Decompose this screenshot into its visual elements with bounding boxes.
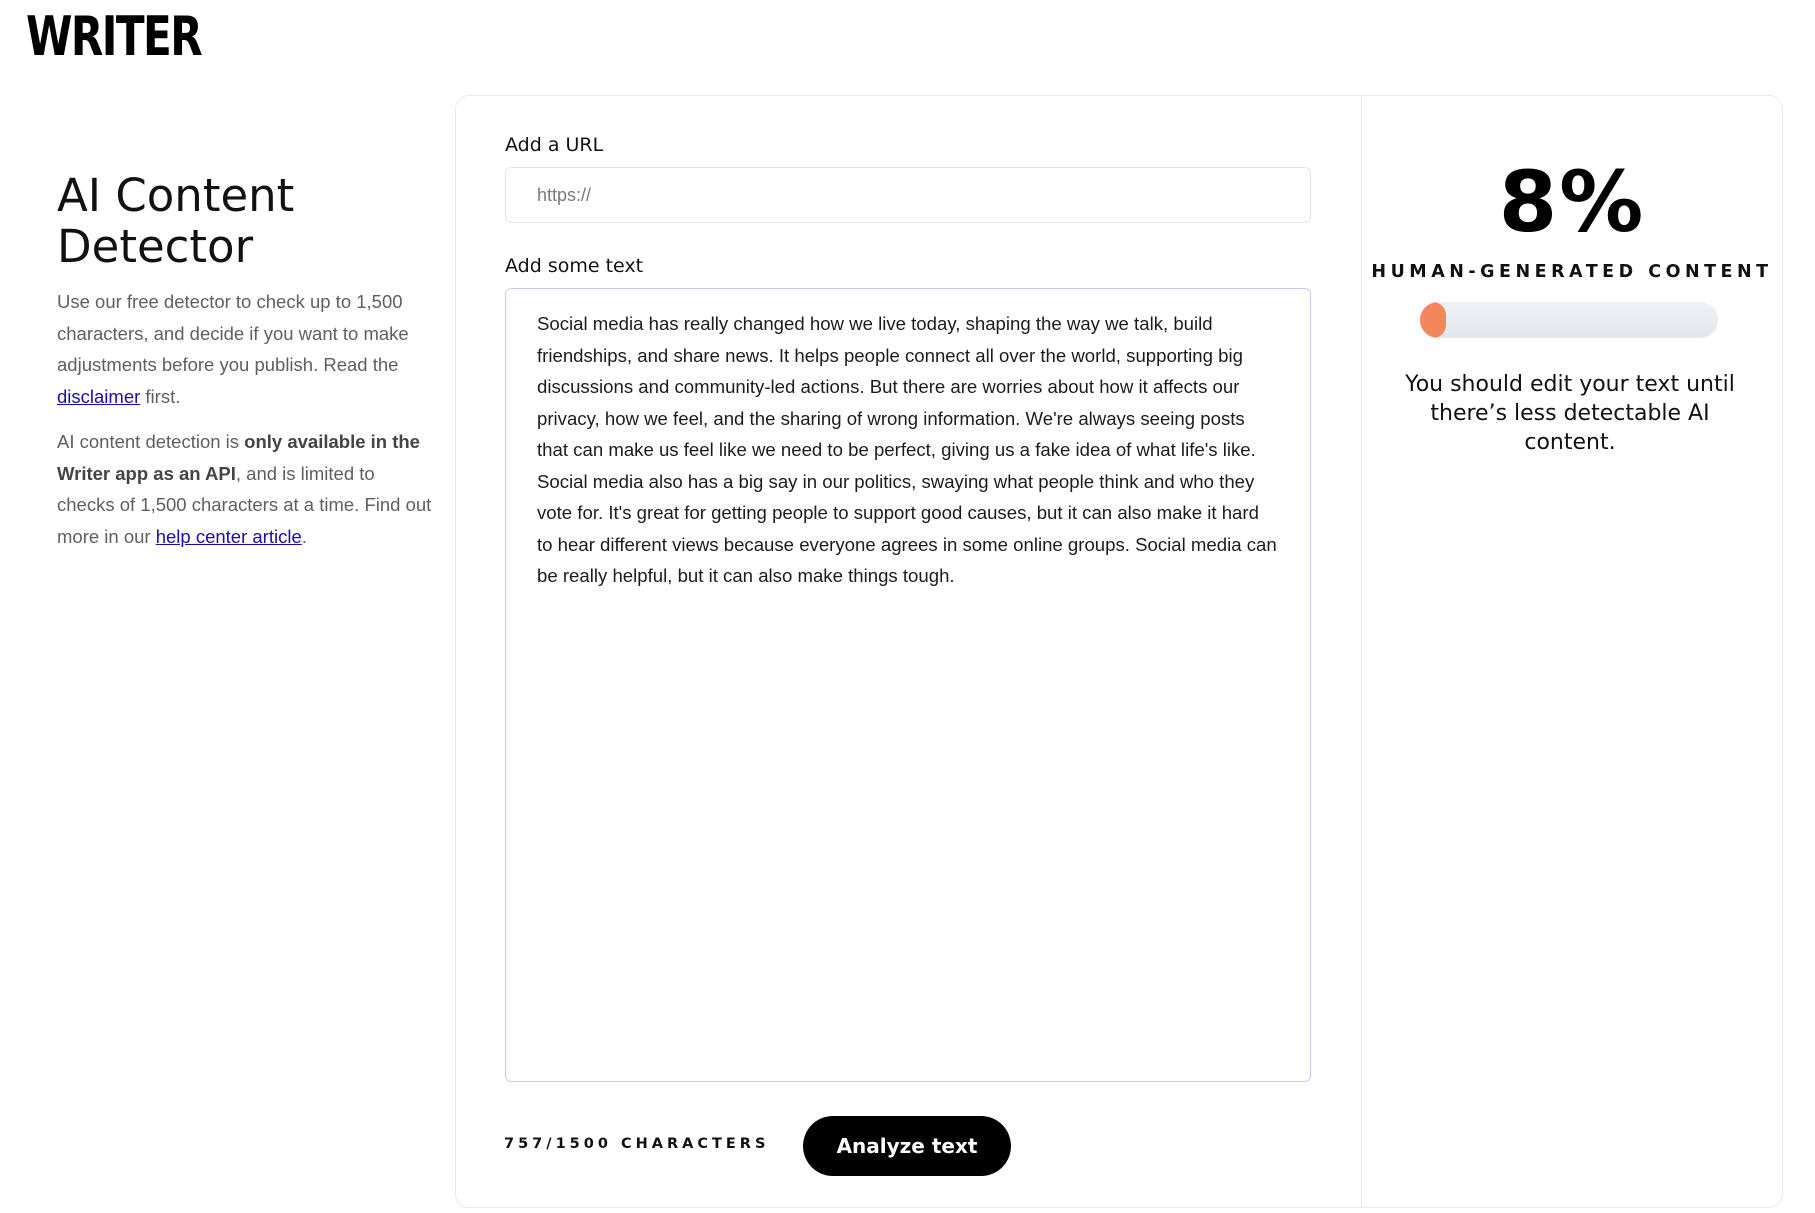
url-label: Add a URL	[505, 134, 604, 156]
intro-usage-text: Use our free detector to check up to 1,500 characters, and decide if you want to make adjustments before you publish. Read the	[57, 291, 409, 375]
intro-section	[57, 170, 432, 566]
intro-availability-bold: only available in the Writer app as an API	[57, 431, 420, 484]
page-title: AI Content Detector	[57, 169, 295, 273]
url-input[interactable]	[505, 167, 1311, 223]
result-message: You should edit your text until there’s less detectable AI content.	[1405, 372, 1735, 455]
intro-availability-suffix: .	[301, 525, 307, 547]
intro-availability-prefix: AI content detection is	[57, 431, 245, 452]
result-label: HUMAN-GENERATED CONTENT	[1371, 262, 1773, 282]
human-content-progress-bar	[1420, 302, 1718, 338]
result-panel	[1362, 153, 1782, 282]
character-counter: 757/1500 CHARACTERS	[504, 1136, 770, 1152]
intro-paragraph-availability	[57, 426, 432, 552]
intro-paragraph-usage	[57, 286, 432, 412]
writer-logo[interactable]: WRITER	[26, 5, 202, 68]
text-label: Add some text	[505, 255, 644, 277]
intro-usage-suffix: first.	[140, 385, 181, 407]
disclaimer-link[interactable]: disclaimer	[57, 385, 141, 407]
intro-availability-middle: , and is limited to checks of 1,500 characters at a time. Find out more in our	[57, 462, 432, 547]
text-input[interactable]	[505, 288, 1311, 1082]
analyze-text-button[interactable]: Analyze text	[803, 1116, 1011, 1176]
result-percentage: 8%	[1498, 153, 1646, 251]
help-center-link[interactable]: help center article	[155, 525, 302, 547]
